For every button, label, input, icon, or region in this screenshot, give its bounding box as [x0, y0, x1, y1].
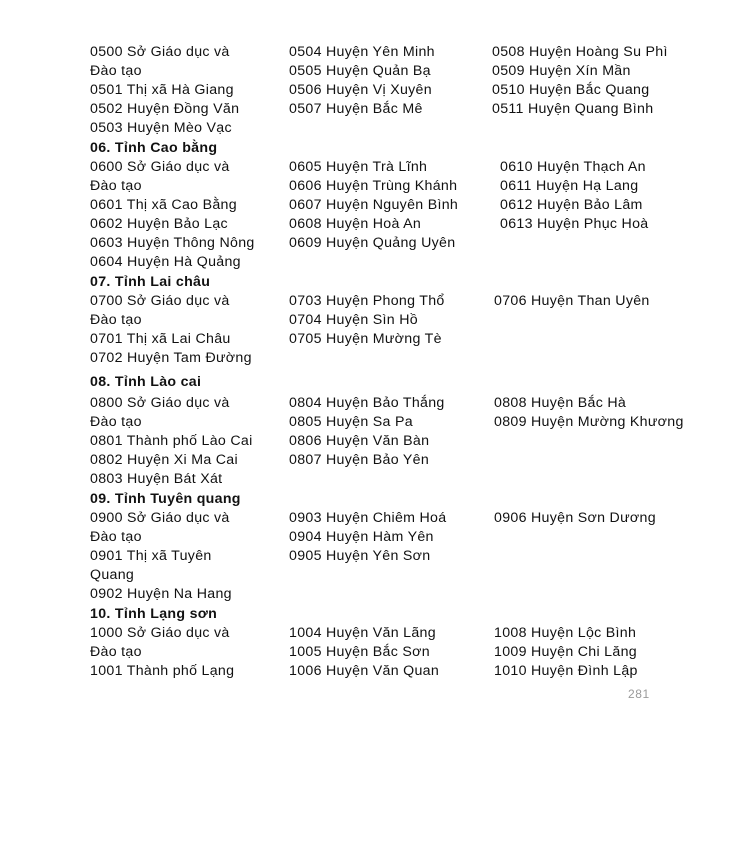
list-item: Đào tạo	[90, 63, 142, 79]
column-1	[90, 292, 289, 368]
column-2	[289, 394, 492, 489]
list-item: 0800 Sở Giáo dục và	[90, 395, 230, 411]
list-item: 0705 Huyện Mường Tè	[289, 331, 442, 347]
section-columns	[90, 624, 710, 681]
list-item: 0802 Huyện Xi Ma Cai	[90, 452, 238, 468]
list-item: 0500 Sở Giáo dục và	[90, 44, 230, 60]
list-item: 0604 Huyện Hà Quảng	[90, 254, 241, 270]
list-item: 0502 Huyện Đồng Văn	[90, 101, 240, 117]
list-item: 0609 Huyện Quảng Uyên	[289, 235, 456, 251]
list-item: 0505 Huyện Quản Bạ	[289, 63, 431, 79]
list-item: 0706 Huyện Than Uyên	[494, 293, 650, 309]
list-item: 0506 Huyện Vị Xuyên	[289, 82, 432, 98]
column-2	[289, 624, 492, 681]
list-item: 0900 Sở Giáo dục và	[90, 510, 230, 526]
column-2	[289, 158, 492, 272]
list-item: 0605 Huyện Trà Lĩnh	[289, 159, 428, 175]
list-item: 0601 Thị xã Cao Bằng	[90, 197, 237, 213]
column-2	[289, 292, 492, 368]
list-item: Đào tạo	[90, 178, 142, 194]
list-item: 0702 Huyện Tam Đường	[90, 350, 252, 366]
list-item: 0704 Huyện Sìn Hồ	[289, 312, 418, 328]
section-lang-son	[90, 605, 710, 681]
list-item: 0901 Thị xã Tuyên	[90, 548, 212, 564]
list-item: 1000 Sở Giáo dục và	[90, 625, 230, 641]
section-heading: 09. Tỉnh Tuyên quang	[90, 491, 241, 507]
page-number: 281	[628, 687, 650, 701]
section-columns	[90, 158, 710, 272]
section-columns	[90, 509, 710, 604]
section-tuyen-quang	[90, 490, 710, 604]
section-columns	[90, 292, 710, 368]
list-item: 0606 Huyện Trùng Khánh	[289, 178, 458, 194]
list-item: 1004 Huyện Văn Lãng	[289, 625, 436, 641]
column-3	[492, 509, 710, 604]
list-item: 1005 Huyện Bắc Sơn	[289, 644, 430, 660]
list-item: 0807 Huyện Bảo Yên	[289, 452, 430, 468]
list-item: Đào tạo	[90, 312, 142, 328]
column-1	[90, 158, 289, 272]
list-item: 0805 Huyện Sa Pa	[289, 414, 413, 430]
list-item: 0905 Huyện Yên Sơn	[289, 548, 431, 564]
document-page	[90, 43, 710, 681]
list-item: 0510 Huyện Bắc Quang	[492, 82, 650, 98]
list-item: 0904 Huyện Hàm Yên	[289, 529, 434, 545]
list-item: 0602 Huyện Bảo Lạc	[90, 216, 228, 232]
section-heading: 10. Tỉnh Lạng sơn	[90, 606, 218, 622]
list-item: 0701 Thị xã Lai Châu	[90, 331, 231, 347]
list-item: 0903 Huyện Chiêm Hoá	[289, 510, 447, 526]
list-item: 0600 Sở Giáo dục và	[90, 159, 230, 175]
list-item: 0610 Huyện Thạch An	[500, 159, 646, 175]
list-item: 1001 Thành phố Lạng	[90, 663, 235, 679]
list-item: 0608 Huyện Hoà An	[289, 216, 422, 232]
list-item: Đào tạo	[90, 644, 142, 660]
list-item: 0906 Huyện Sơn Dương	[494, 510, 656, 526]
section-cao-bang	[90, 139, 710, 272]
list-item: 0700 Sở Giáo dục và	[90, 293, 230, 309]
column-1	[90, 509, 289, 604]
list-item: 0804 Huyện Bảo Thắng	[289, 395, 445, 411]
column-3	[492, 394, 710, 489]
list-item: 0503 Huyện Mèo Vạc	[90, 120, 232, 136]
list-item: 0501 Thị xã Hà Giang	[90, 82, 234, 98]
column-1	[90, 43, 289, 138]
list-item: 0703 Huyện Phong Thổ	[289, 293, 445, 309]
list-item: 0603 Huyện Thông Nông	[90, 235, 255, 251]
list-item: 1009 Huyện Chi Lăng	[494, 644, 637, 660]
list-item: Đào tạo	[90, 529, 142, 545]
column-3	[492, 292, 710, 368]
list-item: 0902 Huyện Na Hang	[90, 586, 232, 602]
list-item: 0803 Huyện Bát Xát	[90, 471, 223, 487]
list-item: 0507 Huyện Bắc Mê	[289, 101, 423, 117]
column-1	[90, 394, 289, 489]
list-item: Quang	[90, 567, 135, 583]
list-item: 0612 Huyện Bảo Lâm	[500, 197, 643, 213]
list-item: Đào tạo	[90, 414, 142, 430]
list-item: 0607 Huyện Nguyên Bình	[289, 197, 459, 213]
section-heading: 07. Tỉnh Lai châu	[90, 274, 211, 290]
list-item: 0808 Huyện Bắc Hà	[494, 395, 627, 411]
list-item: 0806 Huyện Văn Bàn	[289, 433, 430, 449]
list-item: 0511 Huyện Quang Bình	[492, 101, 654, 117]
column-3	[492, 43, 710, 138]
section-heading: 08. Tỉnh Lào cai	[90, 374, 202, 390]
column-3	[492, 624, 710, 681]
section-heading: 06. Tỉnh Cao bằng	[90, 140, 218, 156]
section-lai-chau	[90, 273, 710, 368]
section-columns	[90, 394, 710, 489]
list-item: 1010 Huyện Đình Lập	[494, 663, 638, 679]
column-2	[289, 509, 492, 604]
list-item: 1008 Huyện Lộc Bình	[494, 625, 637, 641]
list-item: 0809 Huyện Mường Khương	[494, 414, 684, 430]
list-item: 0611 Huyện Hạ Lang	[500, 178, 639, 194]
list-item: 0504 Huyện Yên Minh	[289, 44, 435, 60]
section-ha-giang-continued	[90, 43, 710, 138]
list-item: 0613 Huyện Phục Hoà	[500, 216, 649, 232]
column-1	[90, 624, 289, 681]
column-3	[492, 158, 710, 272]
section-lao-cai	[90, 373, 710, 489]
list-item: 1006 Huyện Văn Quan	[289, 663, 440, 679]
section-columns	[90, 43, 710, 138]
column-2	[289, 43, 492, 138]
list-item: 0801 Thành phố Lào Cai	[90, 433, 253, 449]
list-item: 0508 Huyện Hoàng Su Phì	[492, 44, 668, 60]
list-item: 0509 Huyện Xín Mần	[492, 63, 631, 79]
